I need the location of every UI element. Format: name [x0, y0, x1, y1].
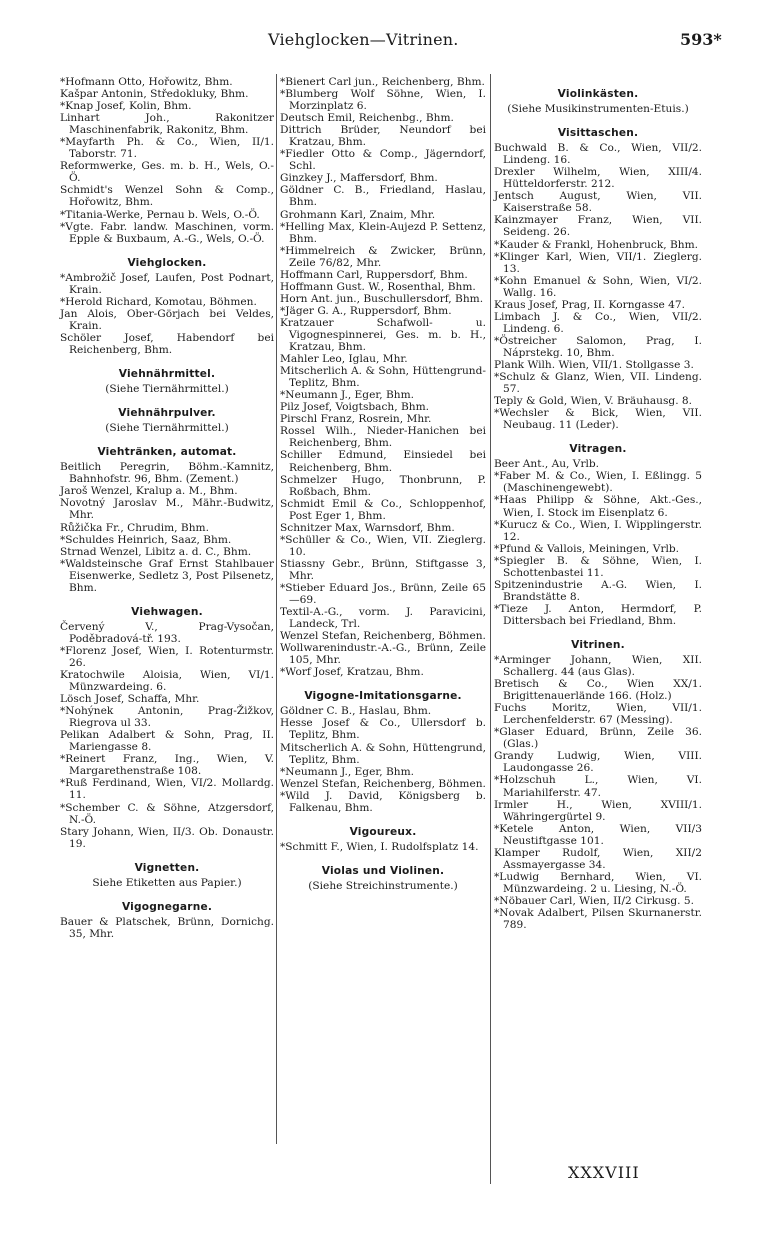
directory-entry: Pirschl Franz, Rosrein, Mhr. — [280, 413, 432, 426]
directory-entry: Schnitzer Max, Warnsdorf, Bhm. — [280, 521, 455, 534]
directory-entry: Lösch Josef, Schaffa, Mhr. — [60, 693, 200, 706]
directory-entry: Fuchs Moritz, Wien, VII/1. Lerchenfelderstr. 67 (Messing). — [494, 702, 702, 727]
directory-entry: Schmidt Emil & Co., Schloppenhof, Post Eger 1, Bhm. — [280, 497, 486, 522]
directory-entry: Kratochwile Aloisia, Wien, VI/1. Münzwardeing. 6. — [60, 669, 274, 694]
directory-entry: *Helling Max, Klein-Aujezd P. Settenz, Bhm. — [280, 220, 486, 245]
section-heading: Vigognegarne. — [121, 900, 213, 913]
directory-entry: *Mayfarth Ph. & Co., Wien, II/1. Taborstr. 71. — [60, 136, 274, 161]
directory-entry: Irmler H., Wien, XVIII/1. Währingergürtel 9. — [494, 798, 702, 823]
page-header — [0, 30, 757, 60]
directory-entry: *Östreicher Salomon, Prag, I. Náprstekg. 10, Bhm. — [494, 334, 702, 359]
directory-entry: Kašpar Antonin, Středokluky, Bhm. — [60, 88, 249, 101]
directory-entry: *Nöbauer Carl, Wien, II/2 Cirkusg. 5. — [494, 894, 694, 907]
directory-entry: Hoffmann Gust. W., Rosenthal, Bhm. — [280, 280, 476, 293]
directory-entry: *Tieze J. Anton, Hermdorf, P. Dittersbach bei Friedland, Bhm. — [494, 602, 702, 627]
directory-entry: *Wechsler & Bick, Wien, VII. Neubaug. 11 (Leder). — [494, 407, 702, 432]
directory-entry: Jan Alois, Ober-Görjach bei Veldes, Krain. — [60, 307, 274, 332]
directory-entry: Beer Ant., Au, Vrlb. — [494, 458, 600, 471]
directory-entry: *Arminger Johann, Wien, XII. Schallerg. 44 (aus Glas). — [494, 654, 702, 679]
directory-entry: *Ketele Anton, Wien, VII/3 Neustiftgasse 101. — [494, 822, 702, 847]
directory-entry: Deutsch Emil, Reichenbg., Bhm. — [280, 112, 454, 125]
column-divider — [490, 74, 491, 1184]
directory-entry: *Schember C. & Söhne, Atzgersdorf, N.-Ö. — [60, 801, 274, 826]
directory-entry: Jaroš Wenzel, Kralup a. M., Bhm. — [60, 485, 238, 498]
directory-entry: Schmelzer Hugo, Thonbrunn, P. Roßbach, Bhm. — [280, 473, 486, 498]
section-heading: Vignetten. — [134, 861, 200, 874]
directory-entry: Hoffmann Carl, Ruppersdorf, Bhm. — [280, 268, 468, 281]
directory-entry: Pilz Josef, Voigtsbach, Bhm. — [280, 401, 429, 414]
section-heading: Vitrinen. — [571, 638, 625, 651]
cross-reference: (Siehe Tiernährmittel.) — [105, 383, 229, 396]
directory-entry: *Kauder & Frankl, Hohenbruck, Bhm. — [494, 238, 699, 251]
directory-entry: *Nohýnek Antonin, Prag-Žižkov, Riegrova ul 33. — [60, 705, 274, 730]
directory-entry: Bauer & Platschek, Brünn, Dornichg. 35, Mhr. — [60, 915, 274, 940]
directory-entry: *Waldsteinsche Graf Ernst Stahlbauer Eisenwerke, Sedletz 3, Post Pilsenetz, Bhm. — [60, 557, 274, 594]
directory-entry: *Klinger Karl, Wien, VII/1. Zieglerg. 13. — [494, 250, 702, 275]
directory-entry: Wenzel Stefan, Reichenberg, Böhmen. — [280, 630, 486, 643]
directory-entry: *Neumann J., Eger, Bhm. — [280, 389, 414, 402]
directory-entry: Pelikan Adalbert & Sohn, Prag, II. Mariengasse 8. — [60, 729, 274, 754]
directory-entry: Spitzenindustrie A.-G. Wien, I. Brandstätte 8. — [494, 578, 702, 603]
directory-entry: Limbach J. & Co., Wien, VII/2. Lindeng. 6. — [494, 310, 702, 335]
directory-entry: *Wild J. David, Königsberg b. Falkenau, Bhm. — [280, 789, 486, 814]
directory-entry: Wenzel Stefan, Reichenberg, Böhmen. — [280, 777, 486, 790]
directory-entry: *Titania-Werke, Pernau b. Wels, O.-Ö. — [60, 208, 260, 221]
directory-entry: Červený V., Prag-Vysočan, Poděbradová-tř. 193. — [60, 620, 274, 645]
directory-entry: *Spiegler B. & Söhne, Wien, I. Schottenbastei 11. — [494, 554, 702, 579]
directory-entry: *Bienert Carl jun., Reichenberg, Bhm. — [280, 76, 485, 88]
directory-entry: Drexler Wilhelm, Wien, XIII/4. Hütteldorferstr. 212. — [494, 166, 702, 191]
directory-entry: *Fiedler Otto & Comp., Jägerndorf, Schl. — [280, 148, 486, 173]
section-heading: Viehnährmittel. — [118, 368, 216, 381]
directory-entry: Grohmann Karl, Znaim, Mhr. — [280, 208, 436, 221]
section-heading: Vigogne-Imitationsgarne. — [304, 690, 462, 703]
directory-entry: *Stieber Eduard Jos., Brünn, Zeile 65—69. — [280, 581, 486, 607]
directory-entry: *Haas Philipp & Söhne, Akt.-Ges., Wien, I. Stock im Eisenplatz 6. — [494, 494, 702, 519]
directory-entry: Grandy Ludwig, Wien, VIII. Laudongasse 26. — [494, 750, 702, 775]
directory-entry: *Neumann J., Eger, Bhm. — [280, 765, 414, 778]
directory-entry: Schiller Edmund, Einsiedel bei Reichenberg, Bhm. — [280, 449, 486, 474]
directory-entry: *Reinert Franz, Ing., Wien, V. Margarethenstraße 108. — [60, 753, 274, 778]
directory-entry: Plank Wilh. Wien, VII/1. Stollgasse 3. — [494, 358, 694, 371]
section-heading: Violinkästen. — [557, 88, 639, 100]
directory-entry: *Glaser Eduard, Brünn, Zeile 36. (Glas.) — [494, 726, 702, 751]
directory-entry: Novotný Jaroslav M., Mähr.-Budwitz, Mhr. — [60, 497, 274, 522]
column-divider — [276, 74, 277, 1144]
directory-entry: Reformwerke, Ges. m. b. H., Wels, O.-Ö. — [60, 160, 274, 185]
directory-entry: Göldner C. B., Friedland, Haslau, Bhm. — [280, 184, 486, 209]
directory-entry: Kratzauer Schafwoll- u. Vigognespinnerei, Ges. m. b. H., Kratzau, Bhm. — [280, 316, 486, 354]
directory-entry: *Schmitt F., Wien, I. Rudolfsplatz 14. — [280, 840, 479, 853]
cross-reference: (Siehe Musikinstrumenten-Etuis.) — [507, 103, 689, 116]
directory-entry: *Schulz & Glanz, Wien, VII. Lindeng. 57. — [494, 371, 702, 396]
directory-entry: Jentsch August, Wien, VII. Kaiserstraße 58. — [494, 190, 702, 215]
directory-entry: *Herold Richard, Komotau, Böhmen. — [60, 295, 257, 308]
directory-entry: *Faber M. & Co., Wien, I. Eßlingg. 5 (Maschinengewebt). — [494, 470, 702, 495]
section-heading: Viehglocken. — [127, 256, 207, 269]
directory-entry: Schmidt's Wenzel Sohn & Comp., Hořowitz, Bhm. — [60, 184, 274, 209]
directory-entry: Stiassny Gebr., Brünn, Stiftgasse 3, Mhr. — [280, 557, 486, 582]
directory-entry: Beitlich Peregrin, Böhm.-Kamnitz, Bahnhofstr. 96, Bhm. (Zement.) — [60, 461, 274, 486]
directory-entry: Horn Ant. jun., Buschullersdorf, Bhm. — [280, 292, 484, 305]
page-number: 593* — [680, 30, 722, 49]
directory-entry: *Schuldes Heinrich, Saaz, Bhm. — [60, 533, 232, 546]
directory-entry: Linhart Joh., Rakonitzer Maschinenfabrik, Rakonitz, Bhm. — [60, 112, 274, 137]
directory-entry: Schöler Josef, Habendorf bei Reichenberg, Bhm. — [60, 331, 274, 356]
directory-entry: Bretisch & Co., Wien XX/1. Brigittenauerlände 166. (Holz.) — [494, 678, 702, 703]
directory-column-2 — [280, 76, 486, 892]
directory-entry: Textil-A.-G., vorm. J. Paravicini, Landeck, Trl. — [280, 606, 486, 631]
directory-entry: Strnad Wenzel, Libitz a. d. C., Bhm. — [60, 545, 252, 558]
directory-entry: Kraus Josef, Prag, II. Korngasse 47. — [494, 298, 686, 311]
directory-entry: Stary Johann, Wien, II/3. Ob. Donaustr. 19. — [60, 825, 274, 850]
directory-entry: *Holzschuh L., Wien, VI. Mariahilferstr. 47. — [494, 774, 702, 799]
section-heading: Vitragen. — [569, 443, 627, 456]
cross-reference: (Siehe Tiernährmittel.) — [105, 422, 229, 435]
directory-entry: *Worf Josef, Kratzau, Bhm. — [280, 666, 424, 679]
directory-entry: *Himmelreich & Zwicker, Brünn, Zeile 76/82, Mhr. — [280, 244, 486, 269]
directory-entry: Wollwarenindustr.-A.-G., Brünn, Zeile 105, Mhr. — [280, 642, 486, 667]
directory-entry: *Kohn Emanuel & Sohn, Wien, VI/2. Wallg. 16. — [494, 274, 702, 299]
directory-entry: Ginzkey J., Maffersdorf, Bhm. — [280, 172, 438, 185]
directory-entry: Mahler Leo, Iglau, Mhr. — [280, 353, 408, 366]
directory-entry: *Blumberg Wolf Söhne, Wien, I. Morzinplatz 6. — [280, 88, 486, 113]
directory-entry: *Ambrožič Josef, Laufen, Post Podnart, Krain. — [60, 271, 274, 296]
directory-column-1 — [60, 76, 274, 940]
section-heading: Viehwagen. — [131, 605, 203, 618]
directory-entry: Mitscherlich A. & Sohn, Hüttengrund-Teplitz, Bhm. — [280, 365, 486, 390]
directory-entry: Teply & Gold, Wien, V. Bräuhausg. 8. — [494, 395, 693, 408]
directory-entry: *Florenz Josef, Wien, I. Rotenturmstr. 26. — [60, 644, 274, 669]
cross-reference: (Siehe Streichinstrumente.) — [308, 879, 458, 892]
directory-entry: *Ludwig Bernhard, Wien, VI. Münzwardeing. 2 u. Liesing, N.-Ö. — [494, 870, 702, 895]
directory-entry: *Schüller & Co., Wien, VII. Zieglerg. 10. — [280, 533, 486, 558]
directory-entry: Göldner C. B., Haslau, Bhm. — [280, 705, 432, 718]
directory-entry: Buchwald B. & Co., Wien, VII/2. Lindeng. 16. — [494, 142, 702, 167]
directory-entry: *Kurucz & Co., Wien, I. Wipplingerstr. 12. — [494, 518, 702, 543]
section-heading: Viehtränken, automat. — [97, 446, 237, 459]
section-heading: Violas und Violinen. — [321, 864, 445, 877]
section-heading: Vigoureux. — [349, 825, 417, 838]
directory-entry: Klamper Rudolf, Wien, XII/2 Assmayergasse 34. — [494, 846, 702, 871]
directory-entry: Růžička Fr., Chrudim, Bhm. — [60, 521, 209, 534]
directory-entry: *Hofmann Otto, Hořowitz, Bhm. — [60, 76, 233, 88]
directory-entry: *Vgte. Fabr. landw. Maschinen, vorm. Epple & Buxbaum, A.-G., Wels, O.-Ö. — [60, 220, 274, 245]
directory-entry: *Ruß Ferdinand, Wien, VI/2. Mollardg. 11. — [60, 777, 274, 802]
directory-entry: Mitscherlich A. & Sohn, Hüttengrund, Teplitz, Bhm. — [280, 741, 486, 766]
cross-reference: Siehe Etiketten aus Papier.) — [92, 876, 242, 889]
directory-entry: Dittrich Brüder, Neundorf bei Kratzau, Bhm. — [280, 124, 486, 149]
section-heading: Viehnährpulver. — [118, 407, 216, 420]
directory-entry: *Pfund & Vallois, Meiningen, Vrlb. — [494, 542, 680, 555]
directory-entry: *Knap Josef, Kolin, Bhm. — [60, 100, 192, 113]
section-heading: Visittaschen. — [557, 127, 639, 140]
page-title: Viehglocken—Vitrinen. — [268, 30, 459, 49]
directory-entry: Rossel Wilh., Nieder-Hanichen bei Reichenberg, Bhm. — [280, 425, 486, 450]
directory-column-3 — [494, 76, 702, 931]
directory-entry: Kainzmayer Franz, Wien, VII. Seideng. 26. — [494, 214, 702, 239]
directory-entry: Hesse Josef & Co., Ullersdorf b. Teplitz, Bhm. — [280, 717, 486, 742]
signature-mark: XXXVIII — [568, 1163, 640, 1182]
directory-entry: *Jäger G. A., Ruppersdorf, Bhm. — [280, 304, 452, 317]
directory-entry: *Novak Adalbert, Pilsen Skurnanerstr. 789. — [494, 907, 702, 932]
